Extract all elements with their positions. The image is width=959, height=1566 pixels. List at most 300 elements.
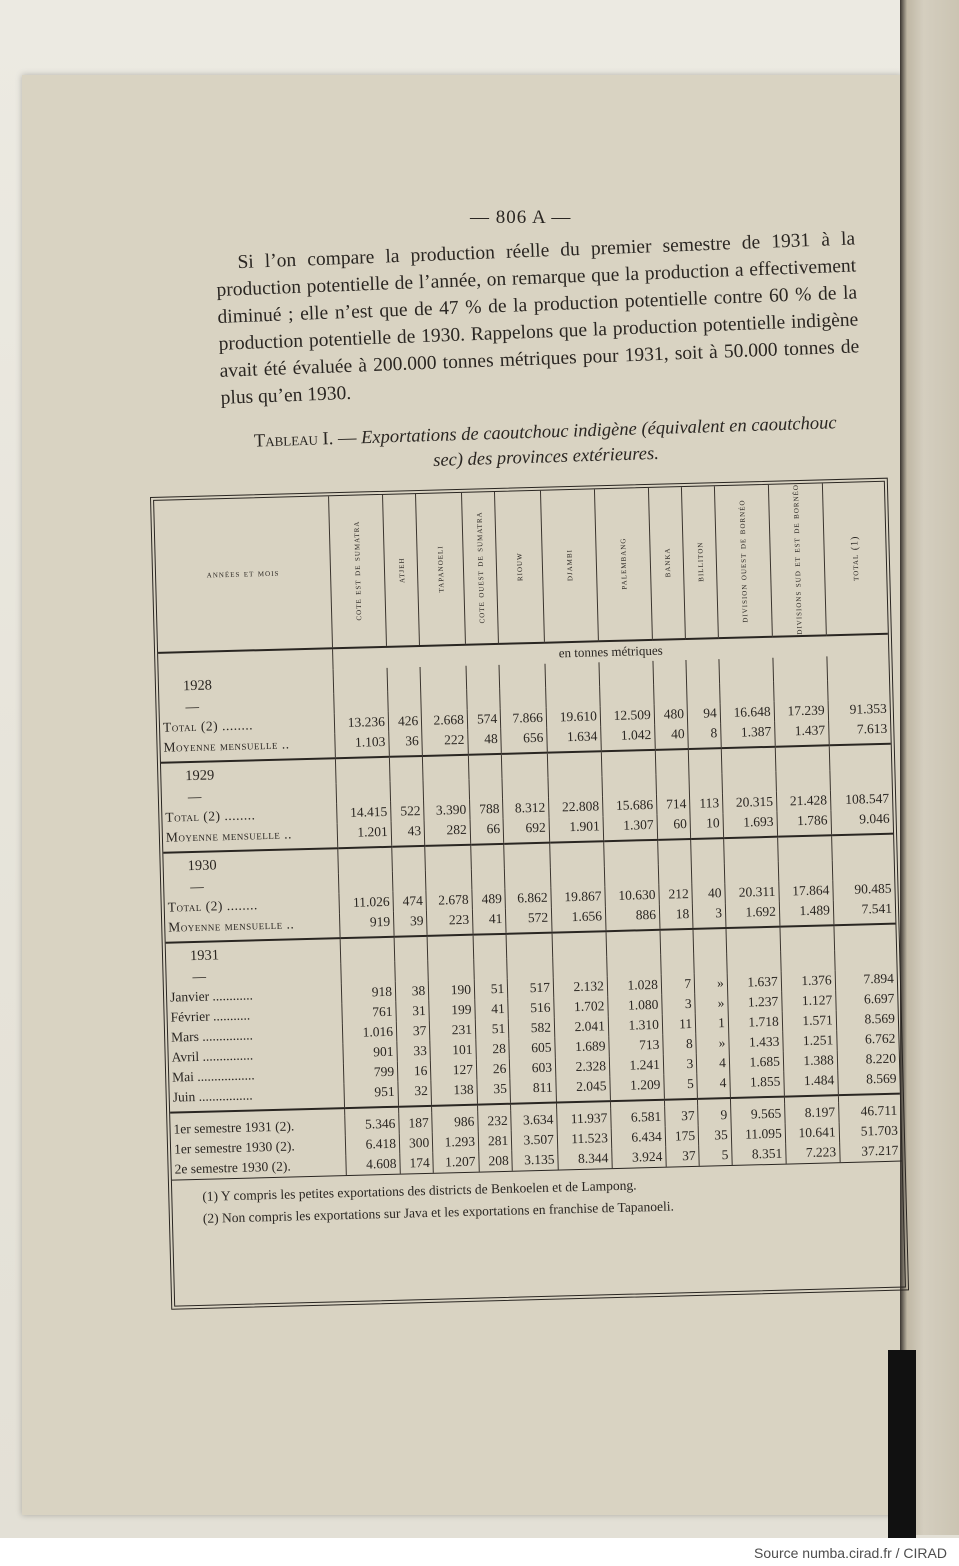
table-cell: 426 [388, 711, 422, 732]
table-body [158, 633, 902, 1179]
table-cell: 16 [397, 1060, 431, 1081]
table-cell: 7.541 [833, 898, 895, 925]
table-cell: 3.634 [511, 1109, 557, 1130]
table-cell: 138 [431, 1079, 477, 1105]
table-cell: 1.241 [609, 1054, 663, 1075]
table-cell: 15.686 [602, 794, 656, 815]
row-label: Janvier ............ [169, 987, 254, 1005]
table-cell: 46.711 [838, 1100, 900, 1122]
table-cell: 9.046 [831, 808, 893, 835]
table-cell [689, 773, 722, 794]
table-cell: 1.207 [433, 1151, 479, 1172]
table-cell [335, 756, 390, 782]
table-cell [686, 659, 719, 684]
col-header: total (1) [822, 482, 888, 635]
table-cell: 811 [510, 1077, 556, 1103]
table-cell: 8.312 [503, 797, 549, 818]
table-cell [388, 691, 422, 712]
table-cell [421, 689, 467, 710]
table-cell: 6.434 [611, 1126, 665, 1147]
table-cell: 190 [429, 979, 475, 1000]
table-cell [471, 868, 505, 889]
table-cell: 10.630 [605, 884, 659, 905]
table-cell: 6.762 [836, 1028, 898, 1050]
table-cell: 13.236 [334, 711, 388, 732]
row-label: 1930 [187, 857, 217, 875]
table-cell: 19.867 [551, 886, 605, 907]
table-cell: 208 [479, 1150, 513, 1171]
table-cell: 1.042 [601, 724, 656, 750]
table-cell [653, 660, 687, 685]
body-paragraph [215, 225, 861, 411]
row-label: Mars ............... [170, 1027, 254, 1045]
row-label: — [185, 698, 200, 714]
table-cell: 5 [699, 1145, 732, 1166]
table-cell: 918 [341, 981, 395, 1002]
table-cell [606, 929, 661, 955]
row-label: — [190, 878, 204, 894]
table-cell: 37 [665, 1105, 699, 1126]
table-cell: 516 [508, 997, 554, 1018]
table-cell: 1.901 [549, 816, 604, 842]
table-cell: 1.237 [728, 991, 782, 1012]
table-cell: 2.668 [421, 709, 467, 730]
table-cell [719, 657, 774, 682]
table-cell: 37.217 [839, 1140, 901, 1162]
table-cell: 16.648 [720, 701, 774, 722]
table-cell: 40 [692, 883, 725, 904]
table-cell: 231 [430, 1019, 476, 1040]
table-cell: 8.351 [732, 1143, 786, 1164]
table-cell [658, 864, 692, 885]
table-cell: 1.016 [342, 1021, 396, 1042]
table-cell [387, 667, 421, 692]
table-cell [601, 749, 656, 775]
table-cell: 43 [391, 821, 425, 847]
table-cell: 2.678 [426, 889, 472, 910]
table-cell: 35 [698, 1125, 731, 1146]
table-cell [547, 751, 602, 777]
table-cell: 41 [475, 998, 509, 1019]
table-cell [427, 934, 473, 960]
table-cell: 282 [424, 819, 470, 845]
table-cell [507, 957, 553, 978]
col-header: cote ouest de sumatra [461, 492, 498, 644]
row-label: Total (2) ........ [162, 717, 254, 735]
row-label: Février ........... [170, 1007, 251, 1025]
table-cell: 9 [698, 1105, 731, 1126]
caption-label: Tableau I. — [253, 428, 362, 452]
table-cell [506, 932, 552, 958]
table-cell: 1.080 [608, 994, 662, 1015]
paragraph-text: Si l’on compare la production réelle du premier semestre de 1931 à la production potentielle de l’année, on remarque que la production a effectivement diminué ; elle n’est que de 47 % de la production potentielle contre 60 % de la production potentielle de 1930. Rappelons que la production potentielle indigène avait été évaluée à 200.000 tonnes métriques pour 1931, soit à 50.000 tonnes de plus qu’en 1930. [216, 228, 860, 409]
table-cell [469, 779, 503, 800]
table-cell: 60 [657, 814, 691, 840]
table-cell: 1.484 [784, 1070, 839, 1096]
table-cell [660, 929, 694, 955]
table-cell: 11.095 [731, 1123, 785, 1144]
table-cell: 18 [659, 904, 693, 930]
table-cell: 17.864 [779, 880, 833, 901]
table-cell: 14.415 [337, 801, 391, 822]
table-cell [773, 680, 827, 701]
table-cell: 3.507 [511, 1129, 557, 1150]
table-cell: 223 [427, 909, 473, 935]
row-label: Juin ................ [169, 1083, 344, 1113]
col-header: division ouest de bornéo [714, 485, 772, 638]
table-cell: 113 [690, 793, 723, 814]
table-cell [548, 776, 602, 797]
binding-strip [888, 1350, 916, 1566]
table-cell [604, 864, 658, 885]
row-label: 1er semestre 1931 (2). [173, 1118, 295, 1137]
table-cell: 11.026 [339, 891, 393, 912]
table-cell [834, 923, 896, 950]
col-header: atjeh [382, 494, 419, 646]
col-header: billiton [682, 486, 719, 638]
table-cell [661, 954, 695, 975]
page-edge [900, 0, 959, 1535]
row-label: Mai ................. [171, 1067, 255, 1085]
footnote: (1) Y compris les petites exportations des districts de Benkoelen et de Lampong. [202, 1177, 637, 1204]
table-cell [602, 774, 656, 795]
row-label: Moyenne mensuelle .. [160, 733, 335, 763]
table-cell [694, 953, 727, 974]
table-cell [502, 777, 548, 798]
table-cell: 1.855 [730, 1071, 785, 1097]
table-cell: 38 [395, 980, 429, 1001]
table-cell: 605 [509, 1037, 555, 1058]
table-cell: 11.937 [557, 1108, 611, 1129]
table-cell: 21.428 [776, 790, 830, 811]
table-cell [423, 779, 469, 800]
table-cell: 222 [422, 729, 468, 755]
table-cell: 37 [666, 1145, 700, 1166]
table-cell [423, 754, 469, 780]
table-cell: 7.613 [828, 718, 890, 745]
table-cell [827, 678, 889, 700]
table-cell: 480 [654, 704, 688, 725]
table-cell: » [695, 993, 728, 1014]
table-cell: 12.509 [600, 705, 654, 726]
table-cell: 1.656 [551, 906, 606, 932]
export-table [154, 482, 902, 1180]
table-cell: 6.862 [505, 887, 551, 908]
row-label: Total (2) ........ [167, 896, 258, 915]
table-cell: 187 [399, 1112, 433, 1133]
table-cell [334, 691, 388, 712]
table-cell [827, 654, 889, 680]
table-cell: 35 [477, 1078, 511, 1104]
table-cell: 3 [663, 1054, 697, 1075]
table-cell [546, 686, 600, 707]
row-label: Moyenne mensuelle .. [165, 913, 340, 943]
table-cell: 951 [344, 1081, 399, 1107]
table-cell: 11 [662, 1014, 696, 1035]
table-cell: 1 [695, 1013, 728, 1034]
table-cell: 33 [397, 1040, 431, 1061]
table-cell: 582 [509, 1017, 555, 1038]
table-cell: 901 [343, 1041, 397, 1062]
table-cell: 17.239 [774, 700, 828, 721]
table-cell [338, 871, 392, 892]
row-label: 1er semestre 1930 (2). [173, 1138, 295, 1157]
table-cell: 1.692 [725, 901, 780, 927]
table-cell: 6.697 [835, 988, 897, 1010]
table-cell: 66 [470, 818, 504, 844]
table-cell: 1.127 [782, 990, 836, 1011]
table-cell: 9.565 [731, 1103, 785, 1124]
table-cell [500, 687, 546, 708]
table-cell: 7 [661, 974, 695, 995]
row-label: Total (2) ........ [165, 806, 256, 825]
table-cell: 474 [393, 891, 427, 912]
table-cell: 1.103 [335, 731, 390, 757]
table-cell: 603 [510, 1057, 556, 1078]
footnote: (2) Non compris les exportations sur Java et les exportations en franchise de Tapanoeli. [202, 1198, 675, 1226]
table-cell: 1.433 [729, 1031, 783, 1052]
col-header: banka [648, 487, 685, 639]
table-cell [389, 756, 423, 782]
col-header: palembang [594, 488, 652, 641]
table-cell: 1.685 [729, 1051, 783, 1072]
table-cell [390, 781, 424, 802]
table-cell: 8 [688, 723, 721, 749]
table-cell: 22.808 [548, 796, 602, 817]
table-cell [831, 833, 893, 860]
table-cell [773, 656, 828, 681]
table-cell: 28 [476, 1038, 510, 1059]
unit-label: en tonnes métriques [333, 633, 889, 669]
table-cell: 51 [474, 978, 508, 999]
table-cell [466, 665, 500, 690]
table-cell [724, 861, 778, 882]
table-cell: 48 [468, 729, 502, 755]
table-cell [607, 954, 661, 975]
table-cell: 1.310 [608, 1014, 662, 1035]
table-cell: 94 [687, 703, 720, 724]
table-cell [693, 928, 726, 954]
row-label: 2e semestre 1930 (2). [174, 1158, 291, 1177]
table-cell [545, 662, 600, 687]
table-cell: 6.581 [611, 1106, 665, 1127]
table-cell: 51.703 [839, 1120, 901, 1142]
table-cell [474, 958, 508, 979]
table-cell: 36 [389, 731, 423, 757]
table-cell: 7.894 [835, 968, 897, 990]
table-cell: 2.132 [553, 976, 607, 997]
table-cell: 1.028 [607, 974, 661, 995]
table-cell: 5.346 [345, 1113, 399, 1134]
row-label: 1931 [189, 947, 220, 965]
page-number: — 806 A — [470, 207, 572, 228]
table-cell [777, 835, 832, 861]
table-cell: 7.223 [785, 1142, 839, 1163]
table-cell: 1.637 [727, 971, 781, 992]
table-cell [653, 684, 687, 705]
table-cell [604, 839, 659, 865]
table-cell: 919 [339, 911, 394, 937]
col-header: riouw [495, 491, 545, 644]
table-cell: 41 [472, 908, 506, 934]
table-cell: 7.866 [500, 707, 546, 728]
table-cell: 11.523 [557, 1128, 611, 1149]
table-cell: 212 [659, 884, 693, 905]
table-cell [726, 926, 781, 952]
table-cell [552, 931, 607, 957]
table-cell: 10.641 [785, 1122, 839, 1143]
table-cell: 281 [478, 1130, 512, 1151]
table-cell: 986 [432, 1111, 478, 1132]
table-cell: 1.376 [781, 970, 835, 991]
table-cell: 101 [430, 1039, 476, 1060]
table-cell [656, 774, 690, 795]
table-cell: 1.489 [779, 900, 834, 926]
table-cell: 5 [664, 1074, 698, 1100]
table-cell: 300 [399, 1132, 433, 1153]
table-cell: 1.437 [774, 720, 829, 746]
table-cell [691, 863, 724, 884]
table-cell: » [696, 1033, 729, 1054]
table-cell [599, 661, 654, 686]
table-cell: 1.634 [547, 726, 602, 752]
table-cell: 8.344 [558, 1148, 612, 1169]
table-cell: 20.311 [725, 881, 779, 902]
table-cell [425, 844, 471, 870]
row-label: — [192, 968, 207, 984]
col-header: cote est de sumatra [329, 495, 387, 648]
table-cell: 1.209 [610, 1074, 665, 1100]
table-cell: 761 [342, 1001, 396, 1022]
table-cell [780, 925, 835, 951]
table-cell: 489 [472, 888, 506, 909]
table-cell: 714 [656, 794, 690, 815]
table-cell: 1.387 [721, 721, 776, 747]
table-cell: 39 [393, 911, 427, 937]
table-cell: 31 [396, 1000, 430, 1021]
table-cell: 2.328 [555, 1056, 609, 1077]
table-cell: 2.045 [556, 1076, 611, 1102]
table-cell [727, 951, 781, 972]
table-cell: 108.547 [830, 788, 892, 810]
table-cell: 656 [501, 727, 547, 753]
table-cell [392, 846, 426, 872]
table-cell [775, 745, 830, 771]
corner-header: années et mois [154, 496, 332, 652]
table-cell [834, 948, 896, 970]
table-cell [336, 781, 390, 802]
table-cell: 19.610 [546, 706, 600, 727]
row-label: Moyenne mensuelle .. [163, 823, 338, 853]
table-cell: 1.201 [337, 821, 392, 847]
table-cell [687, 683, 720, 704]
table-cell [724, 836, 779, 862]
table-cell: 1.293 [432, 1131, 478, 1152]
table-cell [340, 936, 395, 962]
table-cell [691, 838, 724, 864]
table-cell: 8.197 [784, 1102, 838, 1123]
table-cell [550, 841, 605, 867]
table-cell: 37 [396, 1020, 430, 1041]
table-cell: 1.689 [555, 1036, 609, 1057]
table-cell: 32 [398, 1080, 432, 1106]
table-cell: 90.485 [833, 878, 895, 900]
table-cell: 1.388 [783, 1050, 837, 1071]
table-cell: 175 [665, 1125, 699, 1146]
table-cell [553, 956, 607, 977]
table-cell: 522 [391, 801, 425, 822]
table-cell [719, 681, 773, 702]
row-label: 1928 [182, 677, 213, 695]
col-header: tapanoeli [416, 493, 466, 646]
table-cell: 1.693 [723, 811, 778, 837]
table-cell: 692 [503, 817, 549, 843]
table-cell [499, 663, 545, 688]
table-cell [473, 933, 507, 959]
table-cell: 1.786 [777, 810, 832, 836]
header-row [154, 482, 888, 653]
table-cell [721, 746, 776, 772]
table-cell [658, 839, 692, 865]
table-cell: 3.924 [612, 1146, 666, 1167]
table-cell: 3.135 [512, 1149, 558, 1170]
table-cell [468, 754, 502, 780]
table-cell [688, 748, 721, 774]
table-cell [341, 961, 395, 982]
table-cell: 199 [429, 999, 475, 1020]
table-cell [829, 743, 891, 770]
table-cell: 8.569 [838, 1068, 900, 1095]
table-cell [776, 770, 830, 791]
table-cell: 517 [508, 977, 554, 998]
table-cell: 799 [343, 1061, 397, 1082]
table-cell: 886 [605, 904, 660, 930]
col-header: djambi [540, 489, 598, 642]
table-cell: 4 [697, 1073, 730, 1099]
table-cell: 1.718 [728, 1011, 782, 1032]
table-cell: 713 [609, 1034, 663, 1055]
table-cell [600, 685, 654, 706]
table-cell: 1.571 [782, 1010, 836, 1031]
table-cell [392, 871, 426, 892]
table-cell [550, 866, 604, 887]
table-cell [467, 689, 501, 710]
table-cell [426, 869, 472, 890]
row-label: 1929 [185, 767, 215, 785]
table-cell: 4.608 [346, 1153, 400, 1174]
table-cell: 1.702 [554, 996, 608, 1017]
table-cell [505, 867, 551, 888]
table-cell: 572 [506, 907, 552, 933]
table-cell [471, 843, 505, 869]
table-cell [428, 959, 474, 980]
table-cell [504, 842, 550, 868]
table-cell: 3 [693, 903, 726, 929]
table-cell: 574 [467, 709, 501, 730]
table-cell [338, 846, 393, 872]
data-table-frame [150, 478, 909, 1310]
table-cell: 20.315 [722, 791, 776, 812]
table-cell: 6.418 [345, 1133, 399, 1154]
table-cell: » [694, 973, 727, 994]
table-cell: 4 [696, 1053, 729, 1074]
table-cell: 788 [469, 798, 503, 819]
caption-text: Exportations de caoutchouc indigène (équivalent en caoutchouc sec) des provinces extérieures. [360, 413, 837, 471]
col-header: divisions sud et est de bornéo [768, 483, 826, 636]
table-cell [722, 771, 776, 792]
table-cell: 8.569 [836, 1008, 898, 1030]
table-cell [502, 752, 548, 778]
